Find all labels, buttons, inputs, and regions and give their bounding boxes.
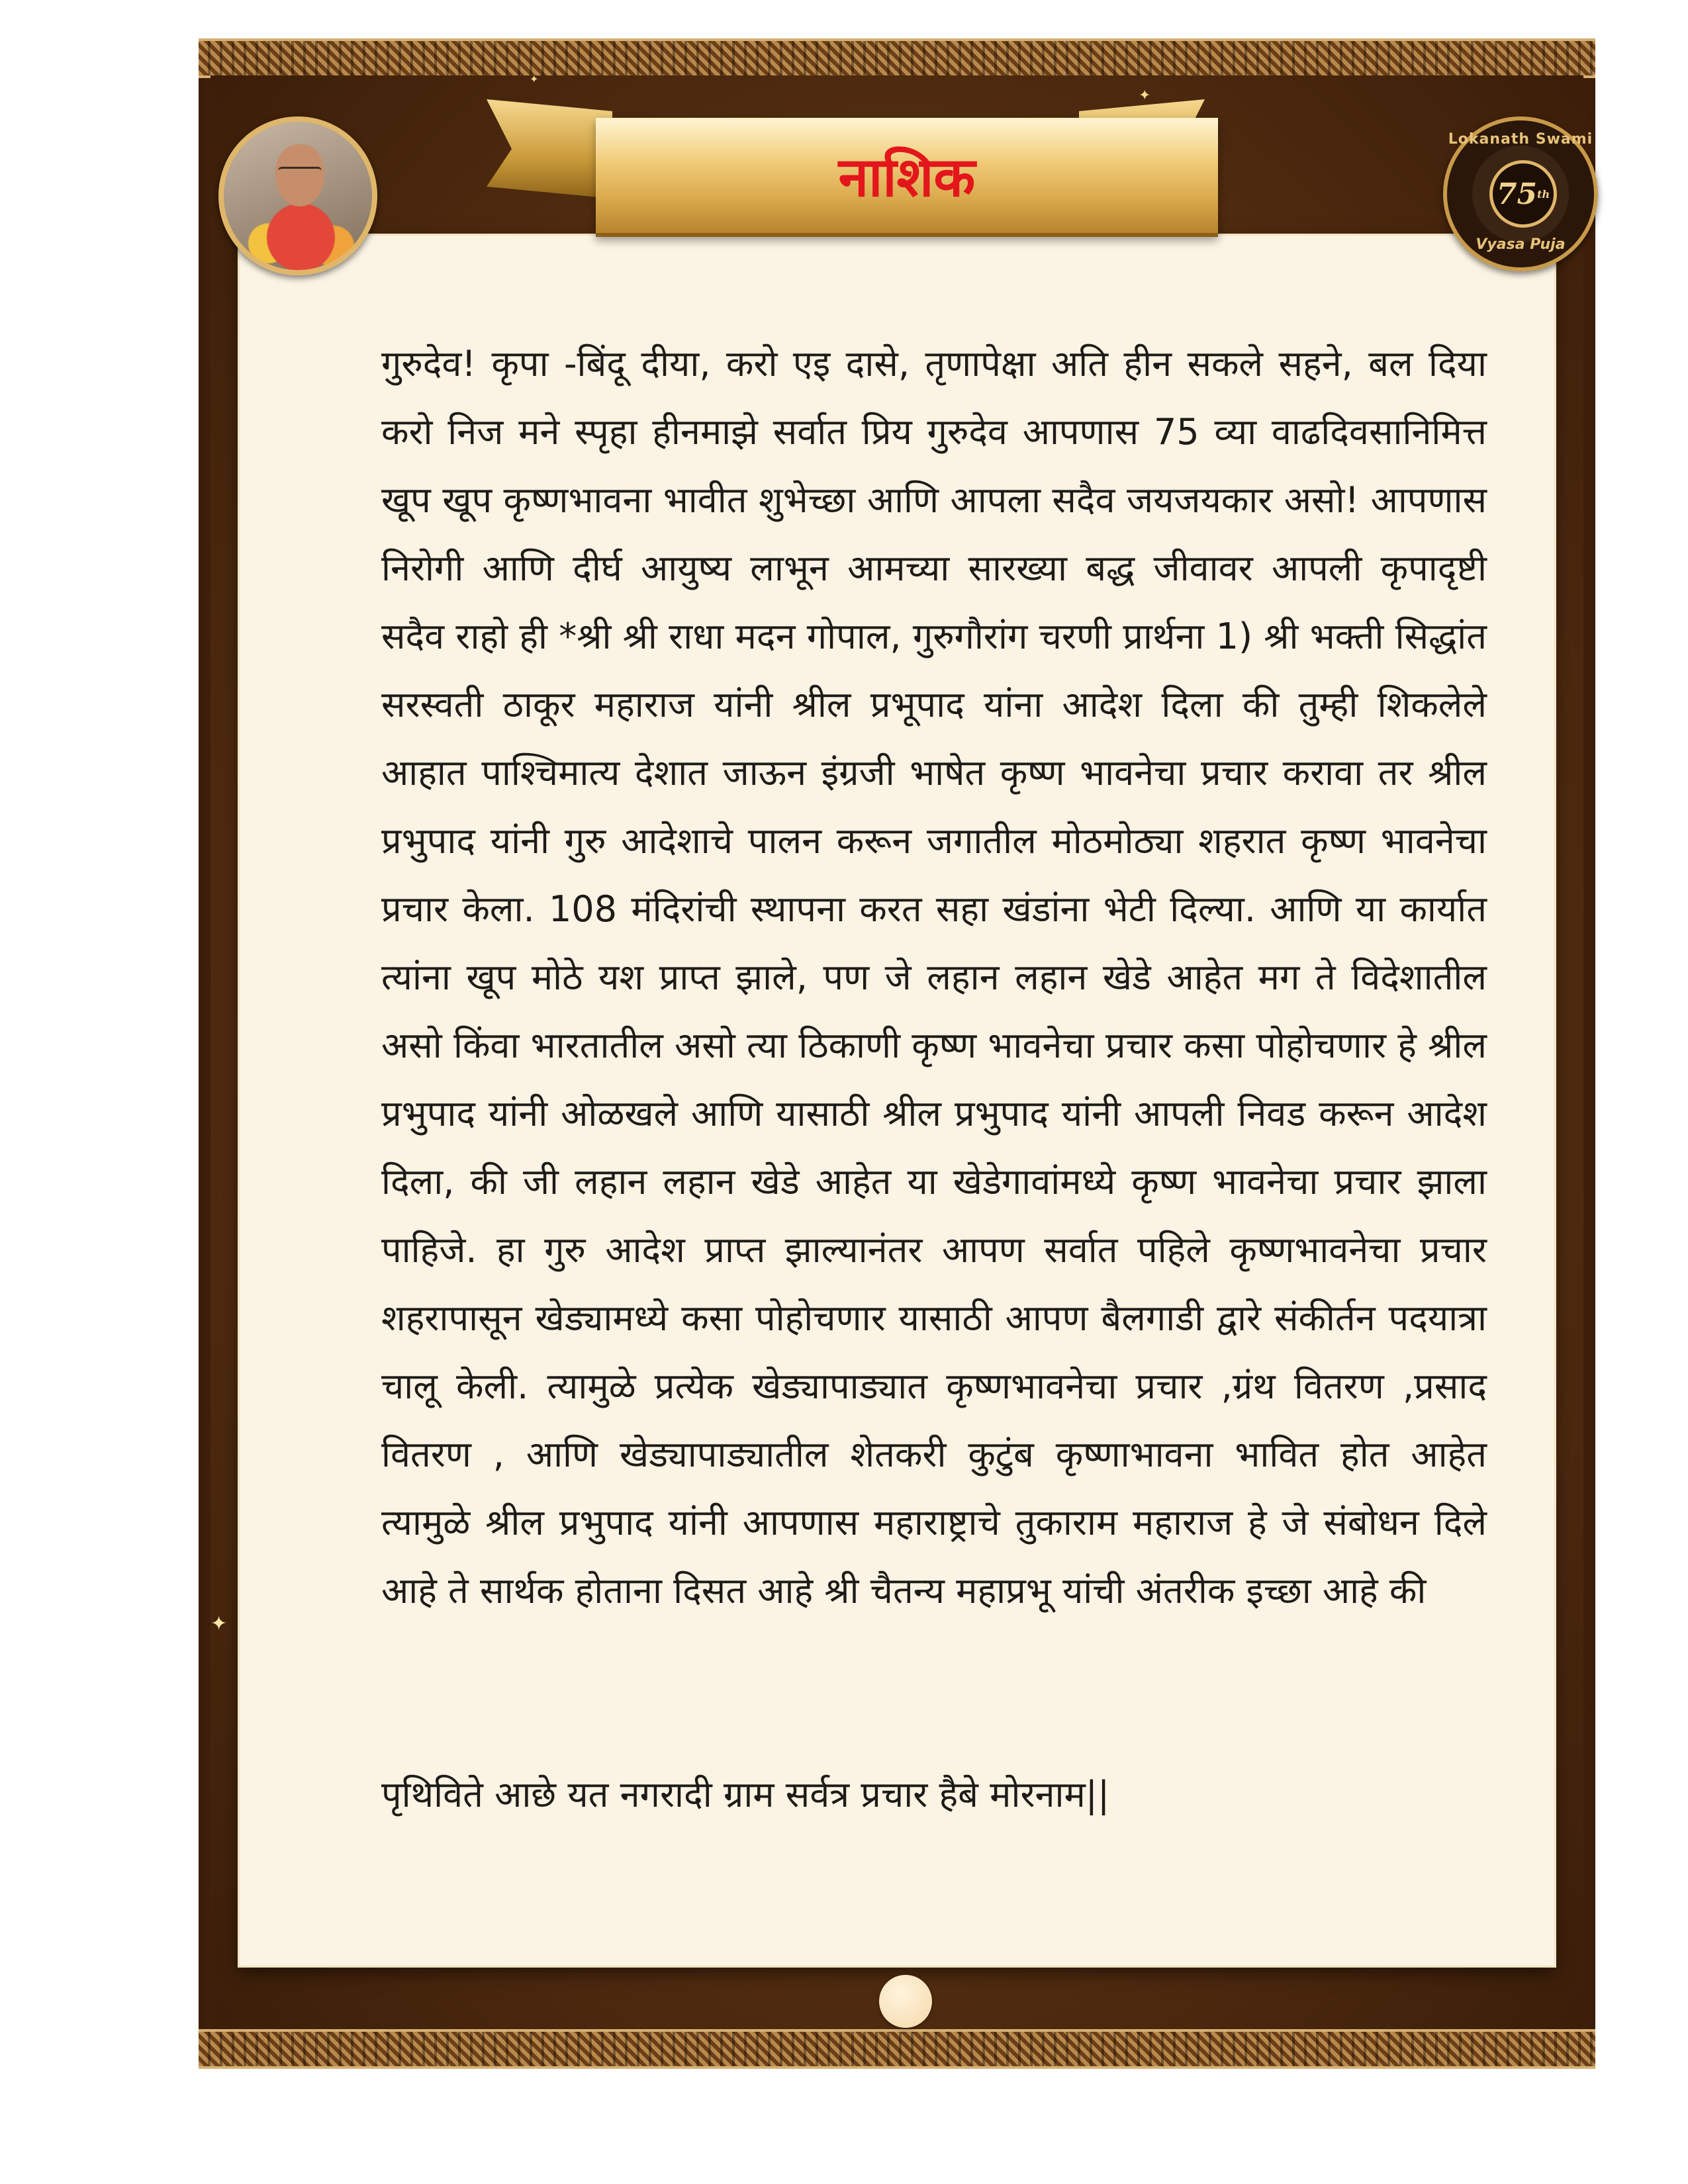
badge-number — [1489, 160, 1557, 228]
badge-number-value: 75 — [1496, 177, 1538, 211]
title-ribbon — [596, 118, 1218, 237]
body-paragraph-text: गुरुदेव! कृपा -बिंदू दीया, करो एइ दासे, तृणापेक्षा अति हीन सकले सहने, बल दिया करो निज मने स्पृहा हीनमाझे सर्वात प्रिय गुरुदेव आपणास 75 व्या वाढदिवसानिमित्त खूप खूप कृष्णभावना भावीत शुभेच्छा आणि आपला सदैव जयजयकार असो! आपणास निरोगी आणि दीर्घ आयुष्य लाभून आमच्या सारख्या बद्ध जीवावर आपली कृपादृष्टी सदैव राहो ही *श्री श्री राधा मदन गोपाल, गुरुगौरांग चरणी प्रार्थना 1) श्री भक्ती सिद्धांत सरस्वती ठाकूर महाराज यांनी श्रील प्रभूपाद यांना आदेश दिला की तुम्ही शिकलेले आहात पाश्चिमात्य देशात जाऊन इंग्रजी भाषेत कृष्ण भावनेचा प्रचार करावा तर श्रील प्रभुपाद यांनी गुरु आदेशाचे पालन करून जगातील मोठमोठ्या शहरात कृष्ण भावनेचा प्रचार केला. 108 मंदिरांची स्थापना करत सहा खंडांना भेटी दिल्या. आणि या कार्यात त्यांना खूप मोठे यश प्राप्त झाले, पण जे लहान लहान खेडे आहेत मग ते विदेशातील असो किंवा भारतातील असो त्या ठिकाणी कृष्ण भावनेचा प्रचार कसा पोहोचणार हे श्रील प्रभुपाद यांनी ओळखले आणि यासाठी श्रील प्रभुपाद यांनी आपली निवड करून आदेश दिला, की जी लहान लहान खेडे आहेत या खेडेगावांमध्ये कृष्ण भावनेचा प्रचार झाला पाहिजे. हा गुरु आदेश प्राप्त झाल्यानंतर आपण सर्वात पहिले कृष्णभावनेचा प्रचार शहरापासून खेड्यामध्ये कसा पोहोचणार यासाठी आपण बैलगाडी द्वारे संकीर्तन पदयात्रा चालू केली. त्यामुळे प्रत्येक खेड्यापाड्यात कृष्णभावनेचा प्रचार ,ग्रंथ वितरण ,प्रसाद वितरण , आणि खेड्यापाड्यातील शेतकरी कुटुंब कृष्णाभावना भावित होत आहेत त्यामुळे श्रील प्रभुपाद यांनी आपणास महाराष्ट्राचे तुकाराम महाराज हे जे संबोधन दिले आहे ते सार्थक होताना दिसत आहे श्री चैतन्य महाप्रभू यांची अंतरीक इच्छा आहे की — [381, 343, 1487, 1612]
top-ornamental-border — [199, 38, 1595, 78]
closing-verse: पृथिविते आछे यत नगरादी ग्राम सर्वत्र प्रचार हैबे मोरनाम|| — [381, 1774, 1110, 1815]
sparkle-icon: ✦ — [1139, 87, 1151, 104]
portrait-glasses — [278, 167, 322, 178]
bottom-ornamental-border — [199, 2029, 1595, 2069]
page-title: नाशिक — [838, 146, 976, 209]
sparkle-icon: ✦ — [211, 1612, 228, 1635]
anniversary-75-badge — [1443, 116, 1598, 271]
body-paragraph — [381, 330, 1487, 1625]
guru-portrait-photo — [218, 116, 377, 275]
badge-top-text: Lokanath Swami — [1448, 131, 1593, 148]
badge-bottom-text: Vyasa Puja — [1476, 236, 1566, 253]
bottom-ornament-dot — [879, 1975, 932, 2028]
sparkle-icon: ✦ — [530, 73, 539, 85]
badge-number-suffix: th — [1537, 187, 1550, 201]
